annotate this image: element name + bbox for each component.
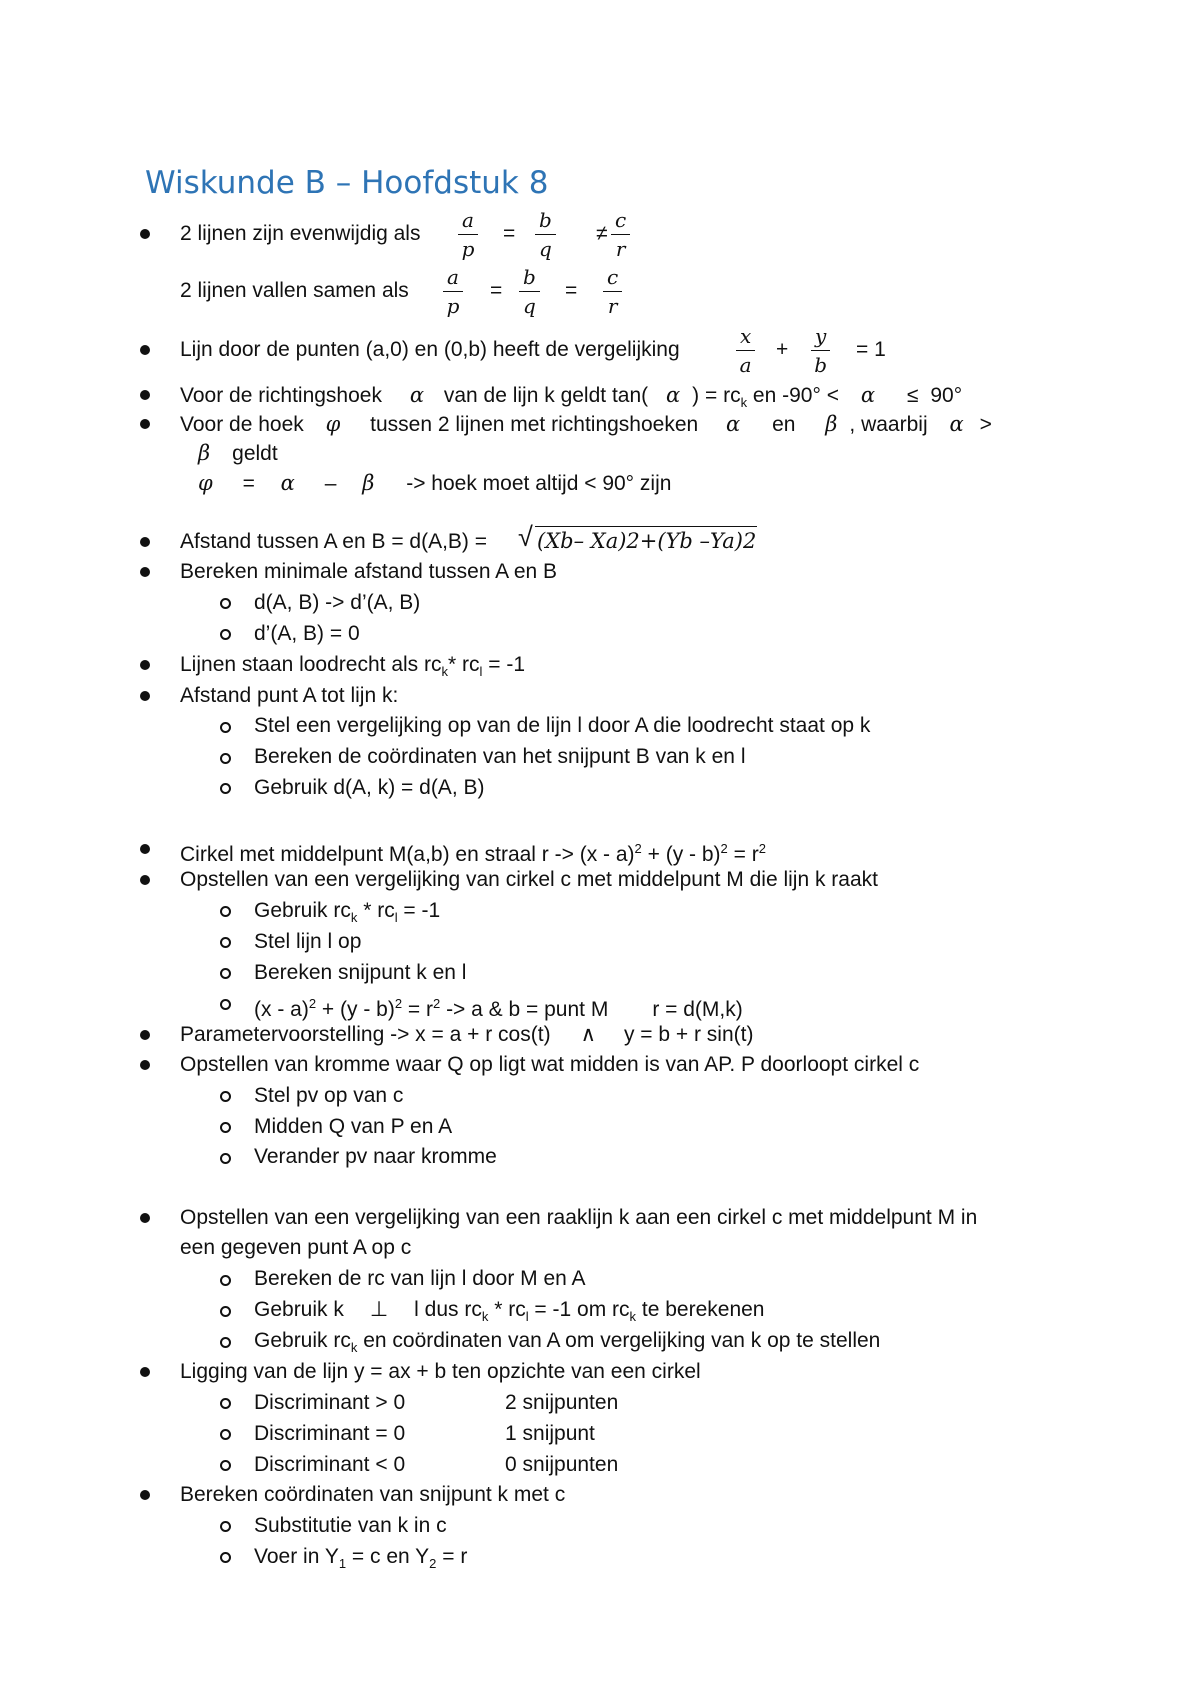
sub-bullet [220, 1552, 231, 1563]
position-cond: Discriminant > 0 [254, 1391, 406, 1414]
point-line-sub: Gebruik d(A, k) = d(A, B) [254, 776, 485, 799]
tangent-circle-sub: Bereken snijpunt k en l [254, 961, 467, 984]
position-result: 0 snijpunten [505, 1453, 619, 1476]
tangent-line-text: Opstellen van een vergelijking van een raaklijn k aan een cirkel c met middelpunt M in [180, 1206, 978, 1229]
bullet [140, 419, 150, 429]
equals-sign: = [503, 222, 516, 245]
sub-bullet [220, 1275, 231, 1286]
sub-bullet [220, 753, 231, 764]
curve-text: Opstellen van kromme waar Q op ligt wat midden is van AP. P doorloopt cirkel c [180, 1053, 920, 1076]
sub-bullet [220, 1306, 231, 1317]
sub-bullet [220, 629, 231, 640]
line-points-text: Lijn door de punten (a,0) en (0,b) heeft de vergelijking [180, 338, 680, 361]
tangent-line-text-cont: een gegeven punt A op c [180, 1236, 412, 1259]
bullet [140, 660, 150, 670]
bullet [140, 875, 150, 885]
tangent-circle-sub: Stel lijn l op [254, 930, 362, 953]
coincide-text: 2 lijnen vallen samen als [180, 279, 409, 302]
slope-angle-text: Voor de richtingshoek α van de lijn k geldt tan( α ) = $rc_k$ en -90° < α ≤ 90° [180, 383, 963, 411]
min-distance-sub: d(A, B) -> d’(A, B) [254, 591, 421, 614]
position-result: 2 snijpunten [505, 1391, 619, 1414]
param-text: Parametervoorstelling -> x = a + r cos(t) ∧ y = b + r sin(t) [180, 1023, 754, 1046]
fraction-c-r: $\frac{c}{r}$ [603, 265, 622, 318]
sub-bullet [220, 999, 231, 1010]
position-result: 1 snijpunt [505, 1422, 595, 1445]
fraction-y-b: $\frac{y}{b}$ [811, 324, 830, 377]
sqrt-sign: √ [518, 522, 533, 552]
sub-bullet [220, 1122, 231, 1133]
fraction-x-a: $\frac{x}{a}$ [736, 324, 755, 377]
distance-text: Afstand tussen A en B = d(A,B) = [180, 530, 488, 553]
angle-between-cont: β geldt [198, 441, 278, 465]
point-line-text: Afstand punt A tot lijn k: [180, 684, 399, 707]
not-equal-sign: ≠ [596, 222, 608, 245]
sub-bullet [220, 598, 231, 609]
sub-bullet [220, 1521, 231, 1532]
parallel-text: 2 lijnen zijn evenwijdig als [180, 222, 421, 245]
sub-bullet [220, 1091, 231, 1102]
sub-bullet [220, 937, 231, 948]
sub-bullet [220, 1429, 231, 1440]
bullet [140, 1367, 150, 1377]
sub-bullet [220, 1153, 231, 1164]
perpendicular-text: Lijnen staan loodrecht als $rc_k*$ $rc_l = -1$ [180, 653, 525, 680]
point-line-sub: Bereken de coördinaten van het snijpunt B van k en l [254, 745, 746, 768]
sub-bullet [220, 906, 231, 917]
sub-bullet [220, 783, 231, 794]
fraction-b-q: $\frac{b}{q}$ [535, 208, 556, 261]
angle-formula: φ = α – β -> hoek moet altijd < 90° zijn [198, 471, 672, 495]
tangent-line-sub: Gebruik $rc_k$ en coördinaten van A om vergelijking van k op te stellen [254, 1329, 881, 1356]
fraction-c-r: $\frac{c}{r}$ [611, 208, 630, 261]
fraction-a-p: $\frac{a}{p}$ [458, 208, 478, 261]
fraction-a-p: $\frac{a}{p}$ [443, 265, 463, 318]
tangent-line-sub: Bereken de rc van lijn l door M en A [254, 1267, 586, 1290]
bullet [140, 1490, 150, 1500]
plus-sign: + [776, 338, 789, 361]
sub-bullet [220, 1337, 231, 1348]
sub-bullet [220, 1460, 231, 1471]
bullet [140, 1213, 150, 1223]
angle-between-text: Voor de hoek φ tussen 2 lijnen met richtingshoeken α en β , waarbij α > [180, 412, 992, 436]
distance-formula: (Xb– Xa)2+(Yb –Ya)2 [537, 529, 757, 553]
min-distance-sub: d’(A, B) = 0 [254, 622, 360, 645]
bullet [140, 1060, 150, 1070]
equals-sign: = [490, 279, 503, 302]
position-cond: Discriminant < 0 [254, 1453, 406, 1476]
intersection-sub: Voer in $Y_1 = c$ en $Y_2 = r$ [254, 1545, 468, 1572]
curve-sub: Stel pv op van c [254, 1084, 404, 1107]
intersection-sub: Substitutie van k in c [254, 1514, 447, 1537]
tangent-circle-sub: Gebruik $rc_k * rc_l = -1$ [254, 899, 441, 926]
bullet [140, 844, 150, 854]
bullet [140, 567, 150, 577]
equals-one: = 1 [856, 338, 886, 361]
sub-bullet [220, 722, 231, 733]
sub-bullet [220, 968, 231, 979]
curve-sub: Verander pv naar kromme [254, 1145, 497, 1168]
bullet [140, 229, 150, 239]
curve-sub: Midden Q van P en A [254, 1115, 453, 1138]
tangent-circle-text: Opstellen van een vergelijking van cirkel c met middelpunt M die lijn k raakt [180, 868, 878, 891]
bullet [140, 1030, 150, 1040]
bullet [140, 345, 150, 355]
position-cond: Discriminant = 0 [254, 1422, 406, 1445]
sub-bullet [220, 1398, 231, 1409]
point-line-sub: Stel een vergelijking op van de lijn l door A die loodrecht staat op k [254, 714, 871, 737]
bullet [140, 537, 150, 547]
tangent-circle-sub: $(x - a)^2 + (y - b)^2 = r^2 -> a$ & b = punt M r = d(M,k) [254, 996, 743, 1021]
circle-text: Cirkel met middelpunt M(a,b) en straal $r -> (x - a)^2 + (y - b)^2 = r^2$ [180, 841, 766, 866]
bullet [140, 691, 150, 701]
equals-sign: = [565, 279, 578, 302]
sqrt-bar [535, 526, 757, 527]
position-text: Ligging van de lijn y = ax + b ten opzichte van een cirkel [180, 1360, 701, 1383]
tangent-line-sub: Gebruik k ⊥ l dus $rc_k * rc_l = -1$ om $rc_k$ te berekenen [254, 1298, 765, 1325]
bullet [140, 390, 150, 400]
fraction-b-q: $\frac{b}{q}$ [519, 265, 540, 318]
min-distance-text: Bereken minimale afstand tussen A en B [180, 560, 558, 583]
intersection-text: Bereken coördinaten van snijpunt k met c [180, 1483, 566, 1506]
page-title: Wiskunde B – Hoofdstuk 8 [145, 165, 549, 201]
